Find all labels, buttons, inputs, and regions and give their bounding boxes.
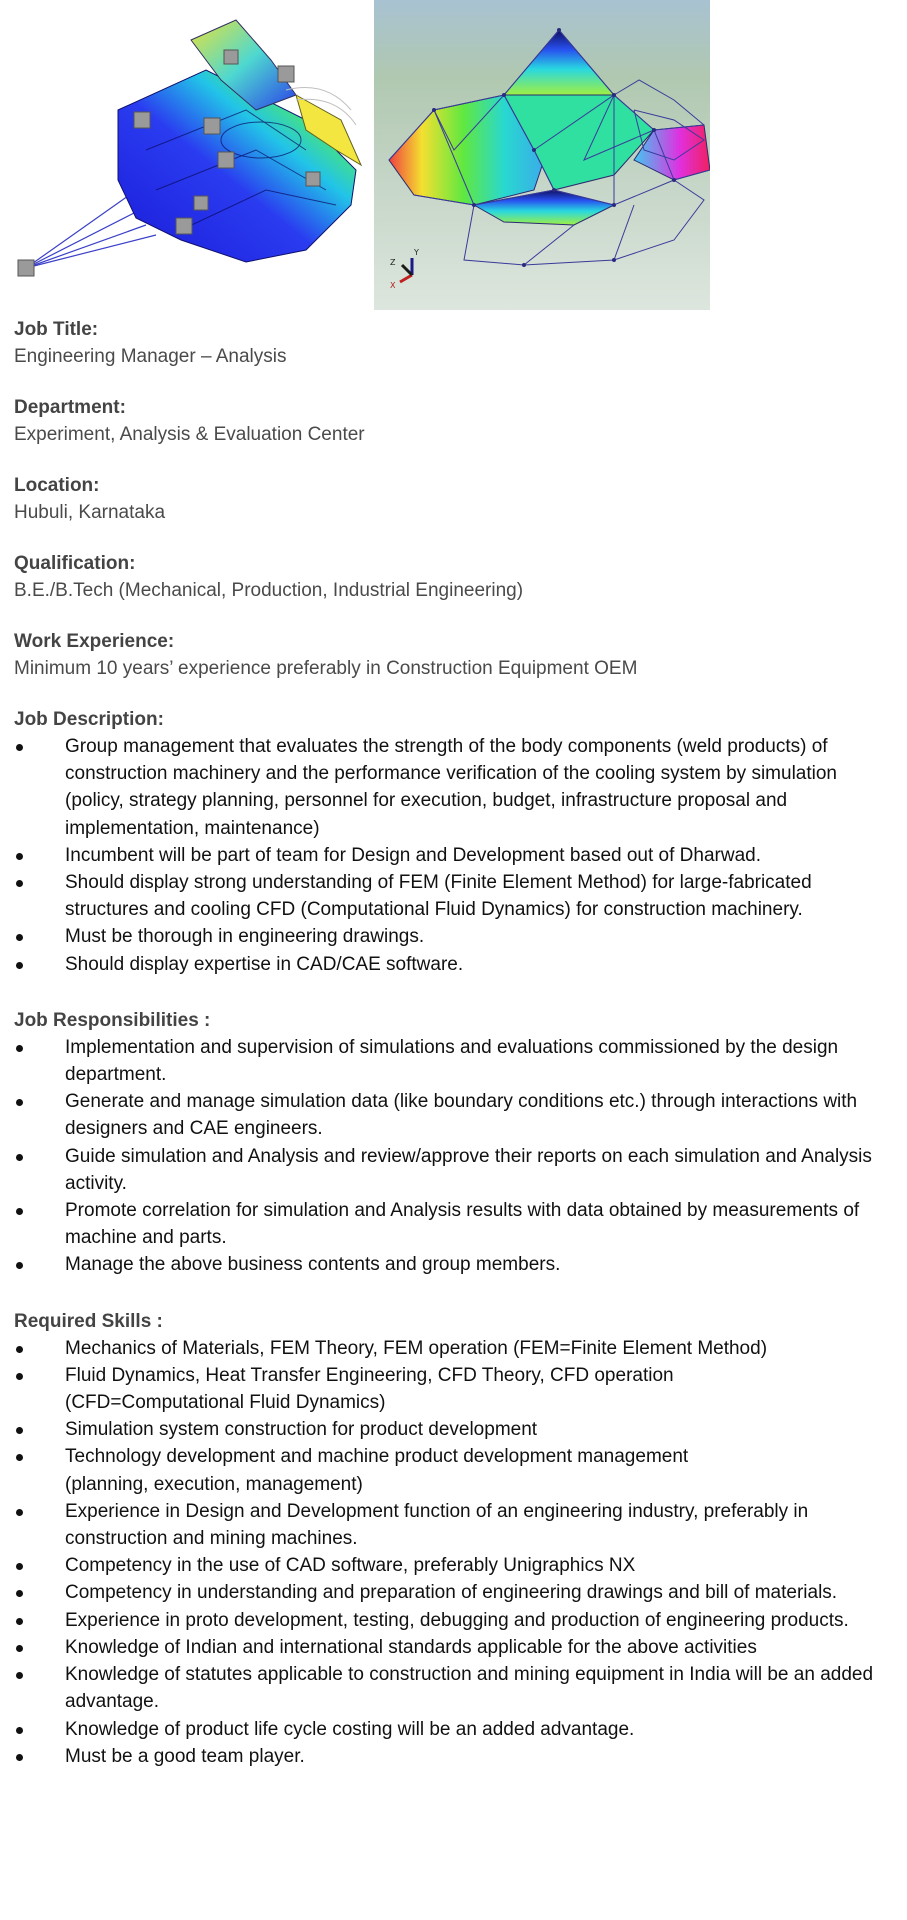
list-item: Incumbent will be part of team for Design and Development based out of Dharwad. <box>14 842 894 869</box>
list-item: Should display strong understanding of FEM (Finite Element Method) for large-fabricated structures and cooling CFD (Computational Fluid Dynamics) for construction machinery. <box>14 869 894 923</box>
department-label: Department: <box>14 397 126 418</box>
fem-mesh-simulation-image <box>374 0 710 310</box>
list-item: Experience in proto development, testing, debugging and production of engineering products. <box>14 1607 894 1634</box>
job-posting-content <box>14 317 894 1794</box>
job-responsibilities-label: Job Responsibilities : <box>14 1009 211 1031</box>
list-item: Manage the above business contents and group members. <box>14 1251 894 1278</box>
list-item: Group management that evaluates the strength of the body components (weld products) of construction machinery and the performance verification of the cooling system by simulation (policy, strategy planning, personnel for execution, budget, infrastructure proposal and implementation, maintenance) <box>14 733 894 842</box>
list-item: Must be a good team player. <box>14 1743 894 1770</box>
job-responsibilities-section <box>14 1008 894 1279</box>
work-experience-value: Minimum 10 years’ experience preferably in Construction Equipment OEM <box>14 658 638 679</box>
location-section <box>14 473 894 527</box>
list-item: Generate and manage simulation data (like boundary conditions etc.) through interactions with designers and CAE engineers. <box>14 1088 894 1142</box>
list-item: Knowledge of product life cycle costing will be an added advantage. <box>14 1716 894 1743</box>
list-item: Knowledge of Indian and international standards applicable for the above activities <box>14 1634 894 1661</box>
list-item: Competency in understanding and preparation of engineering drawings and bill of materials. <box>14 1579 894 1606</box>
job-description-label: Job Description: <box>14 709 164 730</box>
fem-stress-simulation-image <box>6 0 370 308</box>
list-item: Fluid Dynamics, Heat Transfer Engineering, CFD Theory, CFD operation (CFD=Computational Fluid Dynamics) <box>14 1362 894 1416</box>
qualification-label: Qualification: <box>14 553 136 574</box>
list-item: Competency in the use of CAD software, preferably Unigraphics NX <box>14 1552 894 1579</box>
svg-text:Y: Y <box>414 248 419 257</box>
list-item: Should display expertise in CAD/CAE software. <box>14 951 894 978</box>
list-item: Experience in Design and Development function of an engineering industry, preferably in construction and mining machines. <box>14 1498 894 1552</box>
header-images <box>0 0 907 310</box>
location-label: Location: <box>14 475 100 496</box>
required-skills-label: Required Skills : <box>14 1310 163 1332</box>
list-item: Must be thorough in engineering drawings. <box>14 923 894 950</box>
list-item: Mechanics of Materials, FEM Theory, FEM operation (FEM=Finite Element Method) <box>14 1335 894 1362</box>
work-experience-label: Work Experience: <box>14 631 175 652</box>
work-experience-section <box>14 629 894 683</box>
qualification-value: B.E./B.Tech (Mechanical, Production, Industrial Engineering) <box>14 580 524 601</box>
list-item: Implementation and supervision of simulations and evaluations commissioned by the design department. <box>14 1034 894 1088</box>
location-value: Hubuli, Karnataka <box>14 502 166 523</box>
department-section <box>14 395 894 449</box>
required-skills-list <box>14 1335 894 1770</box>
required-skills-section <box>14 1309 894 1770</box>
department-value: Experiment, Analysis & Evaluation Center <box>14 424 365 445</box>
job-description-list <box>14 733 894 978</box>
job-title-label: Job Title: <box>14 319 99 340</box>
list-item: Simulation system construction for product development <box>14 1416 894 1443</box>
list-item: Technology development and machine product development management (planning, execution, management) <box>14 1443 894 1497</box>
job-title-value: Engineering Manager – Analysis <box>14 346 287 367</box>
qualification-section <box>14 551 894 605</box>
list-item: Knowledge of statutes applicable to construction and mining equipment in India will be an added advantage. <box>14 1661 894 1715</box>
svg-text:X: X <box>390 281 396 290</box>
svg-text:Z: Z <box>390 258 396 267</box>
job-title-section <box>14 317 894 371</box>
job-description-section <box>14 707 894 978</box>
job-responsibilities-list <box>14 1034 894 1279</box>
list-item: Guide simulation and Analysis and review/approve their reports on each simulation and Analysis activity. <box>14 1143 894 1197</box>
list-item: Promote correlation for simulation and Analysis results with data obtained by measurements of machine and parts. <box>14 1197 894 1251</box>
